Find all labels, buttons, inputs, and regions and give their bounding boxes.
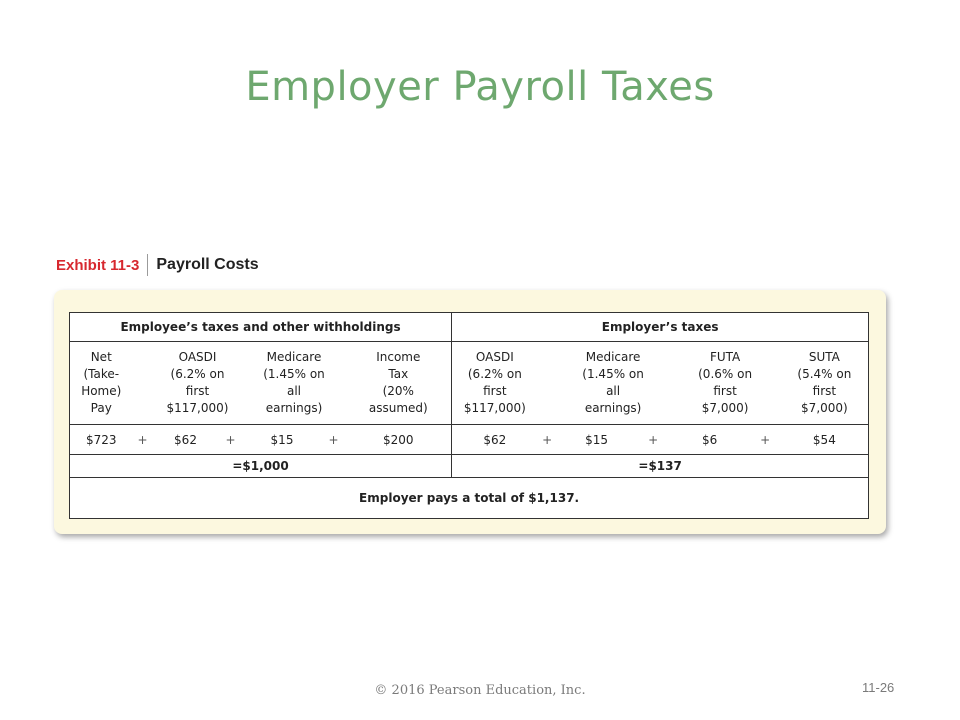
employer-medicare-amount: $15	[557, 425, 637, 455]
plus-sign: +	[133, 425, 153, 455]
table-row	[70, 425, 869, 455]
copyright-notice: © 2016 Pearson Education, Inc.	[374, 683, 586, 698]
grand-total: Employer pays a total of $1,137.	[70, 478, 869, 519]
employee-taxes-header: Employee’s taxes and other withholdings	[70, 313, 452, 342]
exhibit-panel	[54, 290, 886, 534]
employer-total: =$137	[452, 455, 869, 478]
slide-number: 11-26	[862, 680, 895, 695]
plus-sign: +	[219, 425, 243, 455]
employer-taxes-header: Employer’s taxes	[452, 313, 869, 342]
plus-sign: +	[322, 425, 346, 455]
income-tax-description: Income Tax (20% assumed)	[346, 342, 452, 425]
plus-sign: +	[750, 425, 781, 455]
suta-description: SUTA (5.4% on first $7,000)	[781, 342, 869, 425]
table-header-row	[70, 313, 869, 342]
exhibit-label: Exhibit 11-3	[56, 256, 140, 274]
slide-title: Employer Payroll Taxes	[245, 64, 715, 110]
employee-oasdi-amount: $62	[153, 425, 219, 455]
employer-medicare-description: Medicare (1.45% on all earnings)	[557, 342, 670, 425]
income-tax-amount: $200	[346, 425, 452, 455]
exhibit-divider	[147, 254, 148, 276]
plus-sign: +	[538, 425, 557, 455]
exhibit-header	[56, 254, 259, 276]
employer-oasdi-amount: $62	[452, 425, 538, 455]
employee-oasdi-description: OASDI (6.2% on first $117,000)	[153, 342, 243, 425]
plus-sign: +	[637, 425, 670, 455]
grand-total-row	[70, 478, 869, 519]
futa-amount: $6	[670, 425, 750, 455]
employee-medicare-description: Medicare (1.45% on all earnings)	[243, 342, 346, 425]
exhibit-title: Payroll Costs	[156, 256, 259, 273]
net-pay-amount: $723	[70, 425, 133, 455]
net-pay-description: Net (Take- Home) Pay	[70, 342, 133, 425]
suta-amount: $54	[781, 425, 869, 455]
employee-total: =$1,000	[70, 455, 452, 478]
employer-oasdi-description: OASDI (6.2% on first $117,000)	[452, 342, 538, 425]
futa-description: FUTA (0.6% on first $7,000)	[670, 342, 781, 425]
subtotal-row	[70, 455, 869, 478]
payroll-costs-table	[69, 312, 869, 519]
table-row	[70, 342, 869, 425]
employee-medicare-amount: $15	[243, 425, 322, 455]
